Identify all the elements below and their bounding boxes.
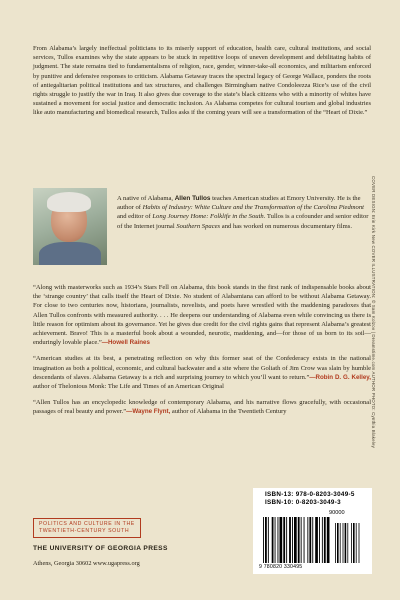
book-description: From Alabama’s largely ineffectual politicians to its miserly support of education, health care, cultural institutions, and social services, Tullos examines why the state appears to be stuck in repetitive loops of uneven development and debilitating habits of judgment. The state remains tied to fundamentalisms of religion, race, gender, winner-take-all economics, and militarism enforced by punitive and defensive responses to criticism. Alabama Getaway traces the spectral legacy of George Wallace, ponders the roots of antiegalitarian political institutions and tax structures, and challenges Birmingham native Condoleezza Rice’s use of the civil rights struggle to justify the war in Iraq. It also gives due coverage to the state’s black citizens who with a minority of whites have sustained a movement for social justice and democratic inclusion. As Alabama competes for cultural tourism and global industries like auto manufacturing and biomedical research, Tullos asks if the coming years will see a transformation of the “Heart of Dixie.” [33,45,371,117]
author-bio [117,194,371,231]
blurb-attribution: —Robin D. G. Kelley, [309,373,371,381]
series-line-2: TWENTIETH-CENTURY SOUTH [39,528,130,534]
series-line-1: POLITICS AND CULTURE IN THE [39,521,135,527]
blurb-text: “American studies at its best, a penetrating reflection on why this former seat of the Confederacy exists in the national imagination as both a political, economic, and cultural backwater and a site where the Goliath of Jim Crow was slain by humble descendants of slaves. Alabama Getaway is a rich and surprising journey to which you’ll want to return.” [33,355,371,381]
publisher-address: Athens, Georgia 30602 www.ugapress.org [33,560,140,567]
author-section [33,188,371,270]
blurb-text: “Allen Tullos has an encyclopedic knowledge of contemporary Alabama, and his narrative flows gracefully, with occasional passages of real beauty and power.” [33,399,371,416]
bio-text-1: teaches American studies at Emory University. He is the author of [117,195,361,212]
blurb-attribution: —Wayne Flynt, [126,408,171,416]
barcode-bars [261,517,363,563]
price-code: 90000 [329,510,345,516]
publisher-name: THE UNIVERSITY OF GEORGIA PRESS [33,545,168,552]
blurb [33,283,371,347]
blurb-attribution-detail: author of Alabama in the Twentieth Century [171,408,287,416]
author-photo [33,188,107,265]
blurb-text: “Along with masterworks such as 1934’s Stars Fell on Alabama, this book stands in the first rank of indispensable books about the ‘strange country’ that calls itself the Heart of Dixie. No student of Alabamiana can afford to be without Alabama Getaway. For close to two centuries now, historians, journalists, novelists, and poets have wrestled with the maddening paradoxes that Allen Tullos confronts with measured authority. . . . He deepens our understanding of Alabama even while convincing us there is little reason for optimism about its governance. Yet he gives due credit for the civil rights gains that represent Alabama’s greatest achievement. Bravo! This is a masterful book about a wounded, neurotic, maddening, and—for those of us born to its soil—enduringly lovable place.” [33,284,371,347]
book-title-2: Long Journey Home: Folklife in the South. [152,213,266,221]
isbn-13: ISBN-13: 978-0-8203-3049-5 [265,491,355,498]
blurb [33,398,371,416]
bio-text-3: Tullos is a cofounder and senior editor of the Internet journal [117,213,369,230]
cover-credits-text: COVER DESIGN: Erin Kirk New COVER ILLUSTRATION: © Sam Kolzov | Dreamstime.com AUTHOR PHOTO: Cynthia Blakeley [371,176,376,448]
journal-title: Southern Spaces [176,222,221,230]
cover-credits [368,176,378,556]
author-name: Allen Tullos [174,195,211,202]
book-title-1: Habits of Industry: White Culture and the Transformation of the Carolina Piedmont [142,204,364,212]
bio-text-2: and editor of [117,213,151,221]
series-badge [33,518,141,538]
blurb [33,354,371,391]
blurbs [33,283,371,424]
blurb-attribution-detail: author of Thelonious Monk: The Life and Times of an American Original [33,383,224,391]
barcode-digits: 9 780820 330495 [259,564,303,570]
blurb-attribution: —Howell Raines [101,339,150,347]
bio-intro: A native of Alabama, [117,195,174,202]
barcode [253,488,372,574]
isbn-10: ISBN-10: 0-8203-3049-3 [265,499,341,506]
bio-text-4: and has worked on numerous documentary films. [221,222,352,230]
